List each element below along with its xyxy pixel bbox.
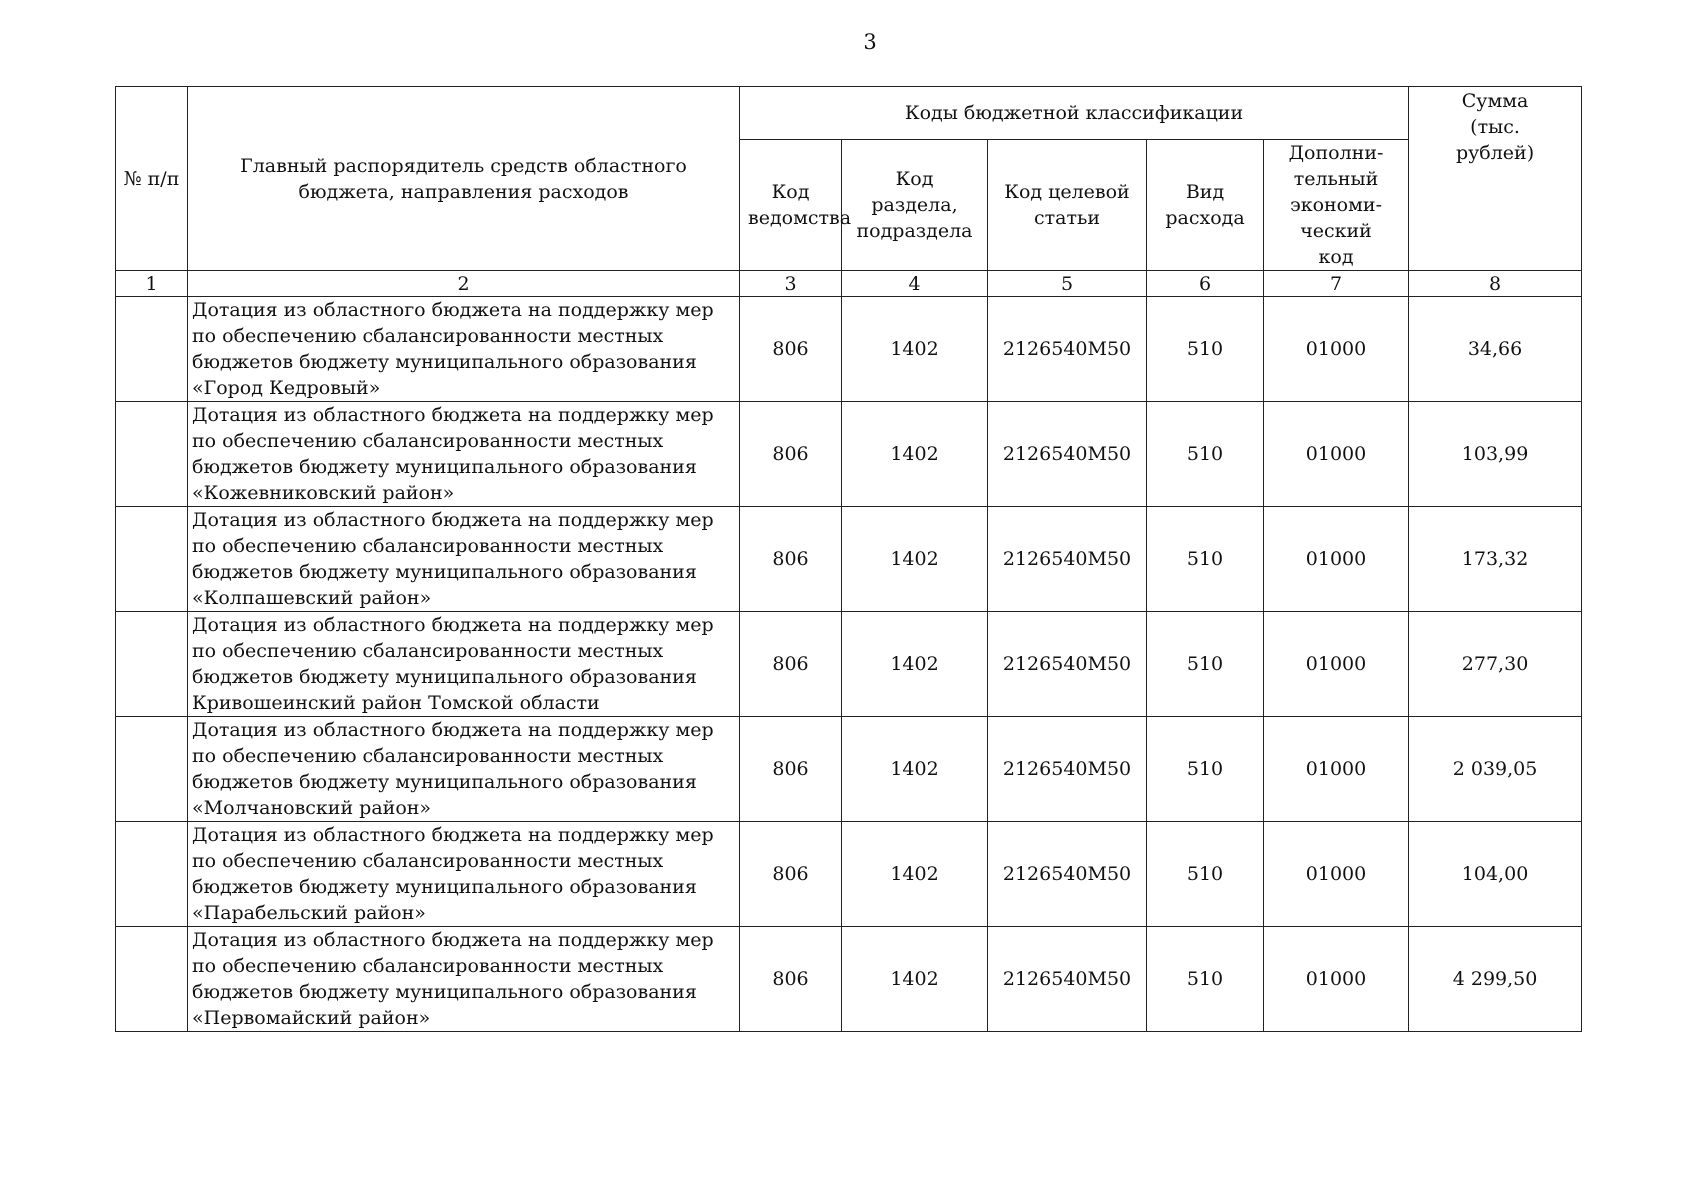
cell-section-code: 1402 [842,927,988,1032]
cell-target-code: 2126540М50 [988,402,1147,507]
cell-section-code: 1402 [842,297,988,402]
cell-expense-type: 510 [1147,507,1264,612]
cell-num [116,822,188,927]
header-row-1 [116,87,1582,140]
cell-sum: 104,00 [1409,822,1582,927]
cell-expense-type: 510 [1147,822,1264,927]
cell-expense-type: 510 [1147,927,1264,1032]
table-row [116,507,1582,612]
cell-target-code: 2126540М50 [988,297,1147,402]
budget-table [115,86,1582,1032]
column-number: 5 [988,271,1147,297]
cell-num [116,612,188,717]
header-dept-code: Код ведомства [740,140,842,271]
cell-num [116,297,188,402]
table-row [116,822,1582,927]
cell-sum: 277,30 [1409,612,1582,717]
cell-dept-code: 806 [740,612,842,717]
table-row [116,402,1582,507]
cell-section-code: 1402 [842,402,988,507]
header-sum: Сумма (тыс. рублей) [1409,87,1582,271]
table-row [116,612,1582,717]
header-section-code: Код раздела, подраздела [842,140,988,271]
table-row [116,717,1582,822]
header-expense-type: Вид расхода [1147,140,1264,271]
cell-dept-code: 806 [740,402,842,507]
column-number: 6 [1147,271,1264,297]
cell-section-code: 1402 [842,507,988,612]
cell-section-code: 1402 [842,612,988,717]
cell-expense-type: 510 [1147,402,1264,507]
column-numbers-row [116,271,1582,297]
cell-dept-code: 806 [740,717,842,822]
cell-dept-code: 806 [740,927,842,1032]
cell-num [116,717,188,822]
cell-description: Дотация из областного бюджета на поддержку мер по обеспечению сбалансированности местных бюджетов бюджету муниципального образования «Молчановский район» [188,717,740,822]
column-number: 7 [1264,271,1409,297]
table-row [116,297,1582,402]
cell-target-code: 2126540М50 [988,612,1147,717]
cell-num [116,507,188,612]
cell-description: Дотация из областного бюджета на поддержку мер по обеспечению сбалансированности местных бюджетов бюджету муниципального образования «Кожевниковский район» [188,402,740,507]
cell-extra-code: 01000 [1264,612,1409,717]
column-number: 3 [740,271,842,297]
cell-extra-code: 01000 [1264,717,1409,822]
cell-expense-type: 510 [1147,297,1264,402]
cell-dept-code: 806 [740,822,842,927]
header-target-code: Код целевой статьи [988,140,1147,271]
cell-sum: 4 299,50 [1409,927,1582,1032]
cell-extra-code: 01000 [1264,822,1409,927]
cell-extra-code: 01000 [1264,402,1409,507]
column-number: 4 [842,271,988,297]
column-number: 8 [1409,271,1582,297]
cell-extra-code: 01000 [1264,507,1409,612]
header-num: № п/п [116,87,188,271]
header-main: Главный распорядитель средств областного бюджета, направления расходов [188,87,740,271]
cell-dept-code: 806 [740,297,842,402]
cell-num [116,402,188,507]
header-extra-code: Дополни-тельный экономи-ческий код [1264,140,1409,271]
cell-target-code: 2126540М50 [988,822,1147,927]
cell-num [116,927,188,1032]
cell-sum: 2 039,05 [1409,717,1582,822]
cell-description: Дотация из областного бюджета на поддержку мер по обеспечению сбалансированности местных бюджетов бюджету муниципального образования «Город Кедровый» [188,297,740,402]
cell-expense-type: 510 [1147,717,1264,822]
cell-description: Дотация из областного бюджета на поддержку мер по обеспечению сбалансированности местных бюджетов бюджету муниципального образования Кривошеинский район Томской области [188,612,740,717]
table-row [116,927,1582,1032]
cell-dept-code: 806 [740,507,842,612]
cell-extra-code: 01000 [1264,297,1409,402]
cell-extra-code: 01000 [1264,927,1409,1032]
cell-sum: 103,99 [1409,402,1582,507]
column-number: 1 [116,271,188,297]
cell-description: Дотация из областного бюджета на поддержку мер по обеспечению сбалансированности местных бюджетов бюджету муниципального образования «Колпашевский район» [188,507,740,612]
cell-sum: 173,32 [1409,507,1582,612]
cell-target-code: 2126540М50 [988,717,1147,822]
cell-expense-type: 510 [1147,612,1264,717]
cell-description: Дотация из областного бюджета на поддержку мер по обеспечению сбалансированности местных бюджетов бюджету муниципального образования «Первомайский район» [188,927,740,1032]
cell-section-code: 1402 [842,717,988,822]
header-codes-group: Коды бюджетной классификации [740,87,1409,140]
cell-description: Дотация из областного бюджета на поддержку мер по обеспечению сбалансированности местных бюджетов бюджету муниципального образования «Парабельский район» [188,822,740,927]
page-number: 3 [863,30,877,54]
cell-target-code: 2126540М50 [988,507,1147,612]
cell-section-code: 1402 [842,822,988,927]
cell-sum: 34,66 [1409,297,1582,402]
column-number: 2 [188,271,740,297]
cell-target-code: 2126540М50 [988,927,1147,1032]
